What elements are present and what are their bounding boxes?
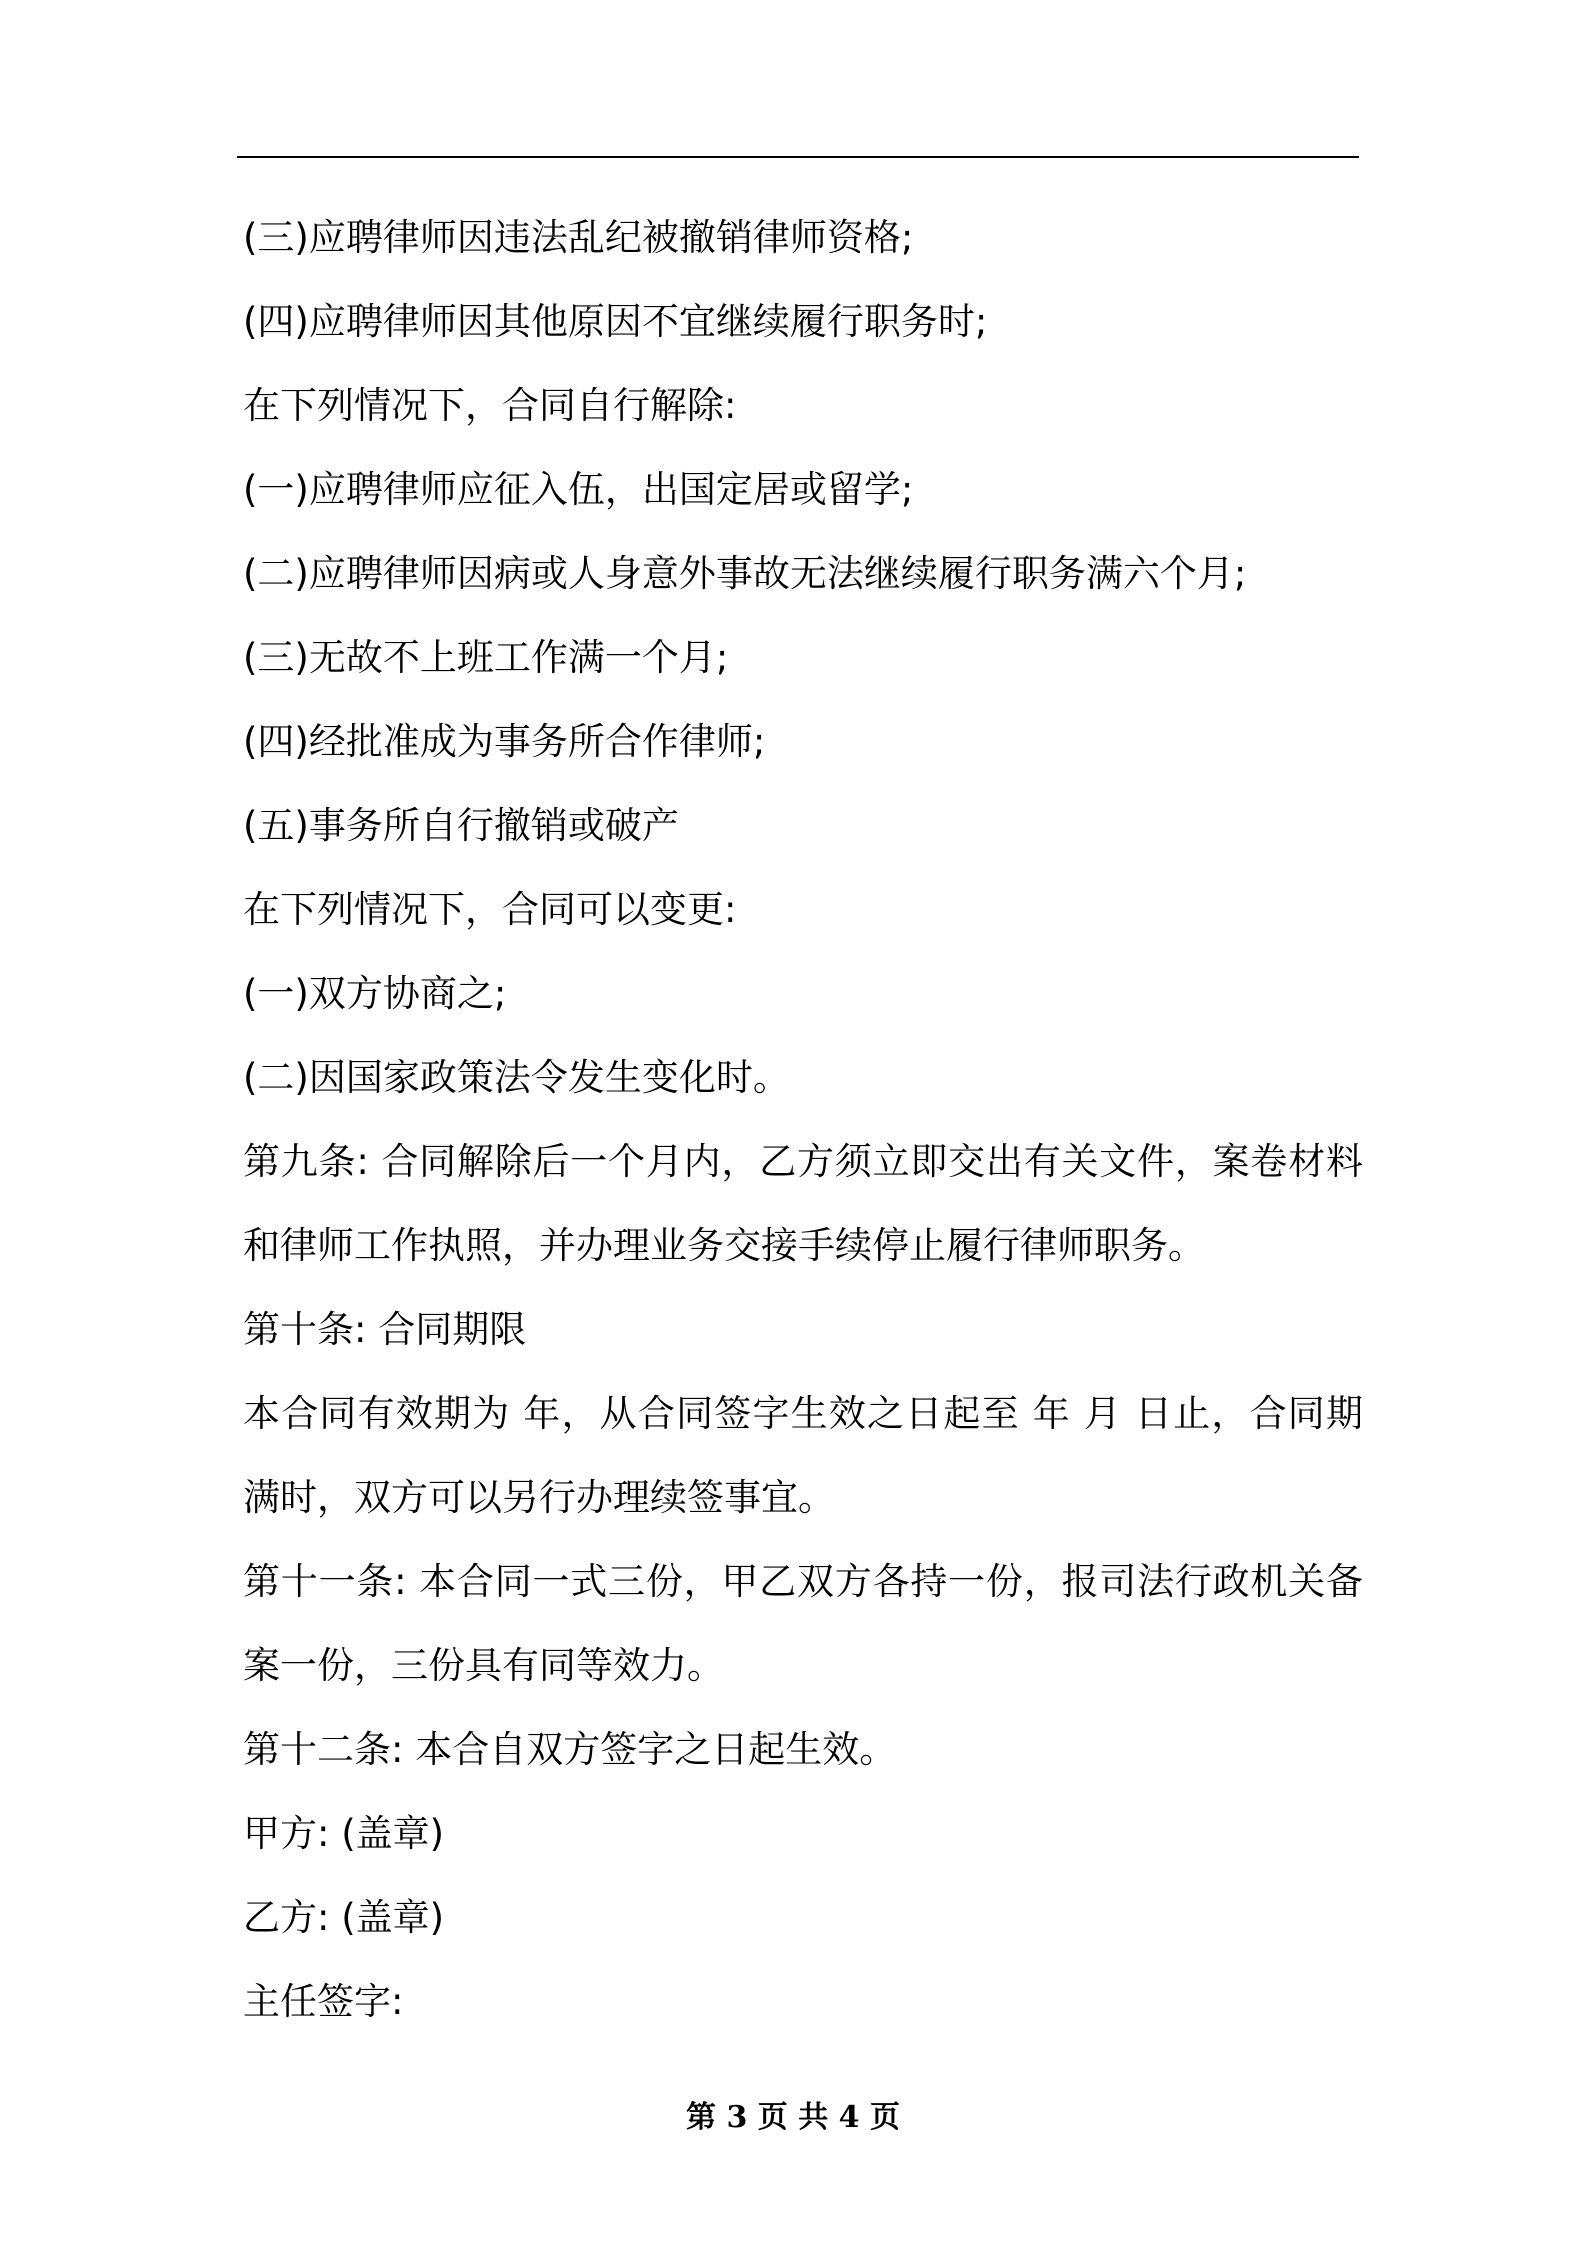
article-10-heading: 第十条: 合同期限: [243, 1308, 527, 1351]
party-a-seal-line: 甲方: (盖章): [243, 1812, 445, 1855]
text-line-1: (三)应聘律师因违法乱纪被撤销律师资格;: [243, 216, 914, 259]
text-line-11: (二)因国家政策法令发生变化时。: [243, 1056, 790, 1099]
text-line-10: (一)双方协商之;: [243, 972, 507, 1015]
party-b-seal-line: 乙方: (盖章): [243, 1896, 445, 1939]
text-line-2: (四)应聘律师因其他原因不宜继续履行职务时;: [243, 300, 988, 343]
text-line-5: (二)应聘律师因病或人身意外事故无法继续履行职务满六个月;: [243, 552, 1247, 595]
article-9-line-2: 和律师工作执照，并办理业务交接手续停止履行律师职务。: [243, 1224, 1205, 1267]
article-11-line-1: 第十一条: 本合同一式三份，甲乙双方各持一份，报司法行政机关备: [243, 1560, 1363, 1603]
contract-term-line-2: 满时，双方可以另行办理续签事宜。: [243, 1476, 835, 1519]
article-11-line-2: 案一份，三份具有同等效力。: [243, 1644, 724, 1687]
article-9-line-1: 第九条: 合同解除后一个月内，乙方须立即交出有关文件，案卷材料: [243, 1140, 1363, 1183]
text-line-9: 在下列情况下，合同可以变更:: [243, 888, 737, 931]
article-12-line: 第十二条: 本合自双方签字之日起生效。: [243, 1728, 897, 1771]
header-rule: [237, 156, 1359, 158]
text-line-4: (一)应聘律师应征入伍，出国定居或留学;: [243, 468, 914, 511]
director-signature-line: 主任签字:: [243, 1980, 404, 2023]
text-line-7: (四)经批准成为事务所合作律师;: [243, 720, 766, 763]
page-number: 第 3 页 共 4 页: [686, 2100, 900, 2135]
text-line-6: (三)无故不上班工作满一个月;: [243, 636, 729, 679]
text-line-8: (五)事务所自行撤销或破产: [243, 804, 679, 847]
document-body: [243, 196, 1363, 2044]
text-line-3: 在下列情况下，合同自行解除:: [243, 384, 737, 427]
contract-term-line-1: 本合同有效期为 年，从合同签字生效之日起至 年 月 日止，合同期: [243, 1392, 1363, 1435]
